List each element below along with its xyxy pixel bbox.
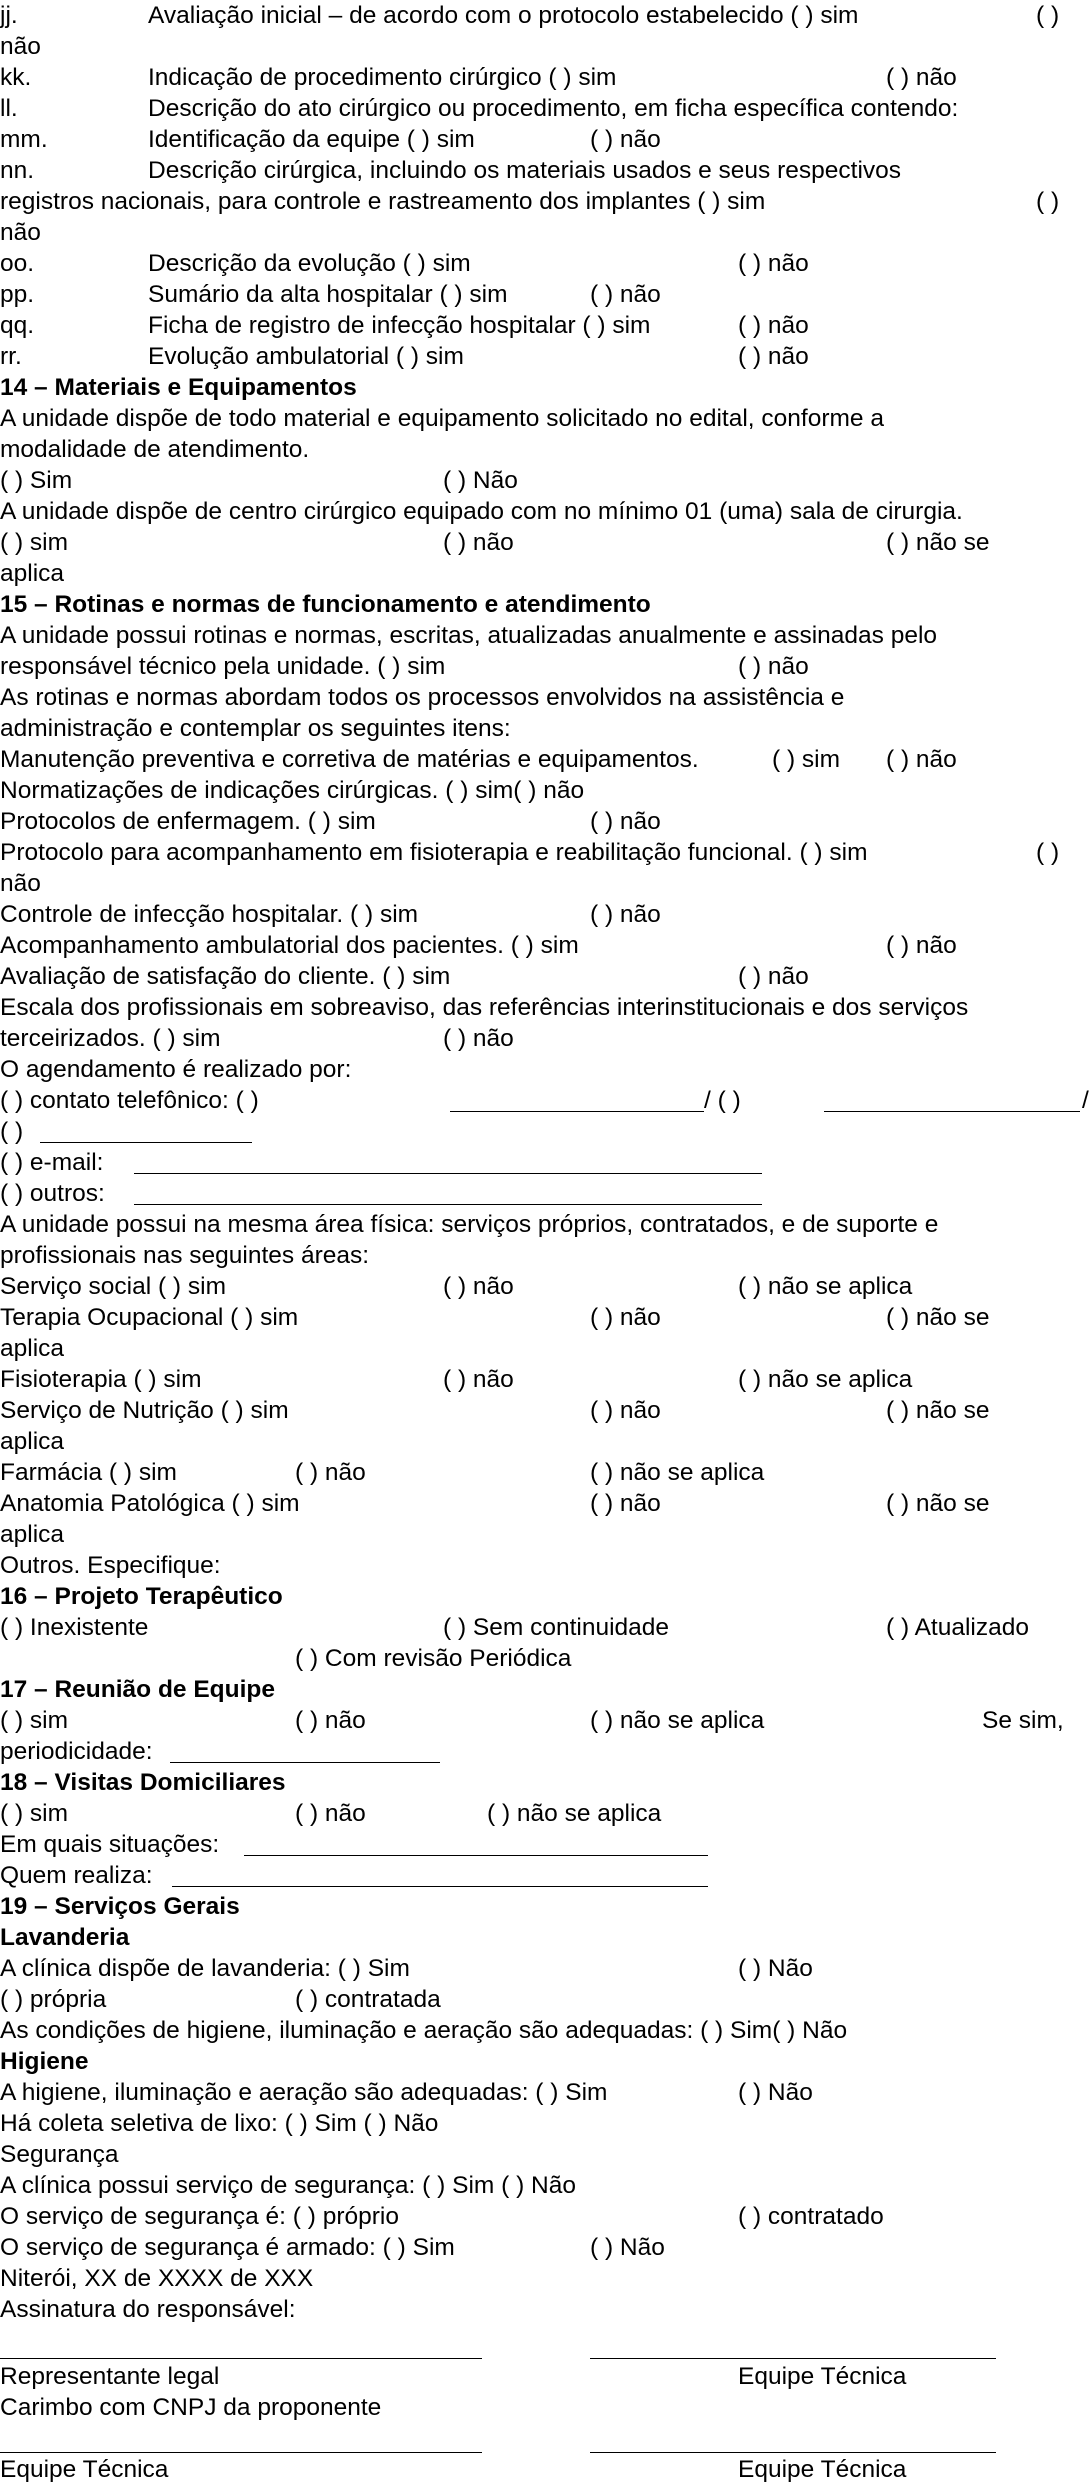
item-outros: Outros. Especifique:: [0, 1552, 221, 1579]
line-kk: kk. Indicação de procedimento cirúrgico ( ) sim ( ) não: [0, 64, 957, 91]
phone-3-line[interactable]: [40, 1142, 252, 1143]
item-normatizacoes: Normatizações de indicações cirúrgicas. ( ) sim( ) não: [0, 777, 585, 804]
item-fisioterapia: Fisioterapia ( ) sim ( ) não ( ) não se aplica: [0, 1366, 913, 1393]
outros-line[interactable]: [134, 1204, 762, 1205]
subsection-seguranca: Segurança: [0, 2141, 119, 2168]
section-18-quem: Quem realiza:: [0, 1862, 153, 1889]
signature-line-3[interactable]: [0, 2452, 482, 2453]
agendamento-telefone: ( ) contato telefônico: ( ) / ( ) /: [0, 1087, 1089, 1114]
lavanderia-dispoe: A clínica dispõe de lavanderia: ( ) Sim ( ) Não: [0, 1955, 813, 1982]
item-terapia-ocupacional: Terapia Ocupacional ( ) sim ( ) não ( ) não se: [0, 1304, 990, 1331]
lavanderia-tipo: ( ) própria ( ) contratada: [0, 1986, 441, 2013]
item-manutencao: Manutenção preventiva e corretiva de matérias e equipamentos. ( ) sim ( ) não: [0, 746, 957, 773]
item-acompanhamento: Acompanhamento ambulatorial dos pacientes. ( ) sim ( ) não: [0, 932, 957, 959]
section-15-text: A unidade possui rotinas e normas, escritas, atualizadas anualmente e assinadas pelo: [0, 622, 938, 649]
item-escala-cont: terceirizados. ( ) sim ( ) não: [0, 1025, 514, 1052]
section-16-options-cont: ( ) Com revisão Periódica: [295, 1645, 572, 1672]
agendamento-telefone-cont: ( ): [0, 1118, 24, 1145]
line-nn-cont2: não: [0, 219, 41, 246]
section-14-cc-options: ( ) sim ( ) não ( ) não se: [0, 529, 990, 556]
agendamento-email: ( ) e-mail:: [0, 1149, 104, 1176]
item-anatomia-cont: aplica: [0, 1521, 65, 1548]
periodicidade-line[interactable]: [170, 1762, 440, 1763]
section-18-situacoes: Em quais situações:: [0, 1831, 220, 1858]
line-rr: rr. Evolução ambulatorial ( ) sim ( ) não: [0, 343, 809, 370]
signature-captions-1: Representante legal Equipe Técnica: [0, 2363, 907, 2390]
seguranca-armado: O serviço de segurança é armado: ( ) Sim ( ) Não: [0, 2234, 665, 2261]
section-17-heading: 17 – Reunião de Equipe: [0, 1676, 276, 1703]
signature-label: Assinatura do responsável:: [0, 2296, 296, 2323]
section-14-cc-cont: aplica: [0, 560, 65, 587]
section-17-periodicidade: periodicidade:: [0, 1738, 153, 1765]
section-14-options: ( ) Sim ( ) Não: [0, 467, 518, 494]
signature-line-4[interactable]: [590, 2452, 996, 2453]
line-oo: oo. Descrição da evolução ( ) sim ( ) não: [0, 250, 809, 277]
section-14-heading: 14 – Materiais e Equipamentos: [0, 374, 357, 401]
section-14-text: A unidade dispõe de todo material e equipamento solicitado no edital, conforme a: [0, 405, 884, 432]
higiene-coleta: Há coleta seletiva de lixo: ( ) Sim ( ) Não: [0, 2110, 439, 2137]
signature-captions-2: Equipe Técnica Equipe Técnica: [0, 2456, 907, 2483]
line-qq: qq. Ficha de registro de infecção hospitalar ( ) sim ( ) não: [0, 312, 809, 339]
item-protocolos-enfermagem: Protocolos de enfermagem. ( ) sim ( ) não: [0, 808, 661, 835]
item-nutricao: Serviço de Nutrição ( ) sim ( ) não ( ) não se: [0, 1397, 990, 1424]
agendamento-outros: ( ) outros:: [0, 1180, 105, 1207]
item-escala: Escala dos profissionais em sobreaviso, das referências interinstitucionais e dos serviços: [0, 994, 969, 1021]
item-anatomia: Anatomia Patológica ( ) sim ( ) não ( ) não se: [0, 1490, 990, 1517]
email-line[interactable]: [134, 1173, 762, 1174]
line-nn: nn. Descrição cirúrgica, incluindo os materiais usados e seus respectivos: [0, 157, 902, 184]
seguranca-possui: A clínica possui serviço de segurança: ( ) Sim ( ) Não: [0, 2172, 576, 2199]
section-15-text-cont: responsável técnico pela unidade. ( ) sim ( ) não: [0, 653, 809, 680]
section-14-cc: A unidade dispõe de centro cirúrgico equipado com no mínimo 01 (uma) sala de cirurgia.: [0, 498, 963, 525]
section-16-heading: 16 – Projeto Terapêutico: [0, 1583, 283, 1610]
signature-line-2[interactable]: [590, 2358, 996, 2359]
line-ll: ll. Descrição do ato cirúrgico ou procedimento, em ficha específica contendo:: [0, 95, 959, 122]
item-farmacia: Farmácia ( ) sim ( ) não ( ) não se aplica: [0, 1459, 765, 1486]
higiene-adequadas: A higiene, iluminação e aeração são adequadas: ( ) Sim ( ) Não: [0, 2079, 813, 2106]
lavanderia-condicoes: As condições de higiene, iluminação e aeração são adequadas: ( ) Sim( ) Não: [0, 2017, 848, 2044]
area-fisica-text-cont: profissionais nas seguintes áreas:: [0, 1242, 370, 1269]
phone-2-line[interactable]: [824, 1111, 1080, 1112]
signature-line-1[interactable]: [0, 2358, 482, 2359]
item-satisfacao: Avaliação de satisfação do cliente. ( ) sim ( ) não: [0, 963, 809, 990]
item-servico-social: Serviço social ( ) sim ( ) não ( ) não se aplica: [0, 1273, 913, 1300]
section-15-text2: As rotinas e normas abordam todos os processos envolvidos na assistência e: [0, 684, 845, 711]
line-mm: mm. Identificação da equipe ( ) sim ( ) não: [0, 126, 661, 153]
section-19-heading: 19 – Serviços Gerais: [0, 1893, 240, 1920]
item-protocolo-fisioterapia-cont: não: [0, 870, 41, 897]
section-15-heading: 15 – Rotinas e normas de funcionamento e atendimento: [0, 591, 651, 618]
section-18-options: ( ) sim ( ) não ( ) não se aplica: [0, 1800, 662, 1827]
item-protocolo-fisioterapia: Protocolo para acompanhamento em fisioterapia e reabilitação funcional. ( ) sim ( ): [0, 839, 1060, 866]
item-nutricao-cont: aplica: [0, 1428, 65, 1455]
section-14-text-cont: modalidade de atendimento.: [0, 436, 310, 463]
section-17-options: ( ) sim ( ) não ( ) não se aplica Se sim,: [0, 1707, 1064, 1734]
line-jj: jj. Avaliação inicial – de acordo com o protocolo estabelecido ( ) sim ( ): [0, 2, 1060, 29]
line-jj-cont: não: [0, 33, 41, 60]
section-16-options: ( ) Inexistente ( ) Sem continuidade ( ) Atualizado: [0, 1614, 1029, 1641]
subsection-lavanderia: Lavanderia: [0, 1924, 130, 1951]
quem-realiza-line[interactable]: [172, 1886, 708, 1887]
line-nn-cont: registros nacionais, para controle e rastreamento dos implantes ( ) sim ( ): [0, 188, 1060, 215]
section-15-text2-cont: administração e contemplar os seguintes itens:: [0, 715, 511, 742]
agendamento-label: O agendamento é realizado por:: [0, 1056, 352, 1083]
subsection-higiene: Higiene: [0, 2048, 89, 2075]
stamp-caption: Carimbo com CNPJ da proponente: [0, 2394, 382, 2421]
item-terapia-ocupacional-cont: aplica: [0, 1335, 65, 1362]
seguranca-tipo: O serviço de segurança é: ( ) próprio ( ) contratado: [0, 2203, 884, 2230]
item-controle-infeccao: Controle de infecção hospitalar. ( ) sim ( ) não: [0, 901, 661, 928]
place-date: Niterói, XX de XXXX de XXX: [0, 2265, 314, 2292]
section-18-heading: 18 – Visitas Domiciliares: [0, 1769, 286, 1796]
situacoes-line[interactable]: [244, 1855, 708, 1856]
phone-1-line[interactable]: [450, 1111, 704, 1112]
line-pp: pp. Sumário da alta hospitalar ( ) sim ( ) não: [0, 281, 661, 308]
area-fisica-text: A unidade possui na mesma área física: serviços próprios, contratados, e de suporte e: [0, 1211, 939, 1238]
